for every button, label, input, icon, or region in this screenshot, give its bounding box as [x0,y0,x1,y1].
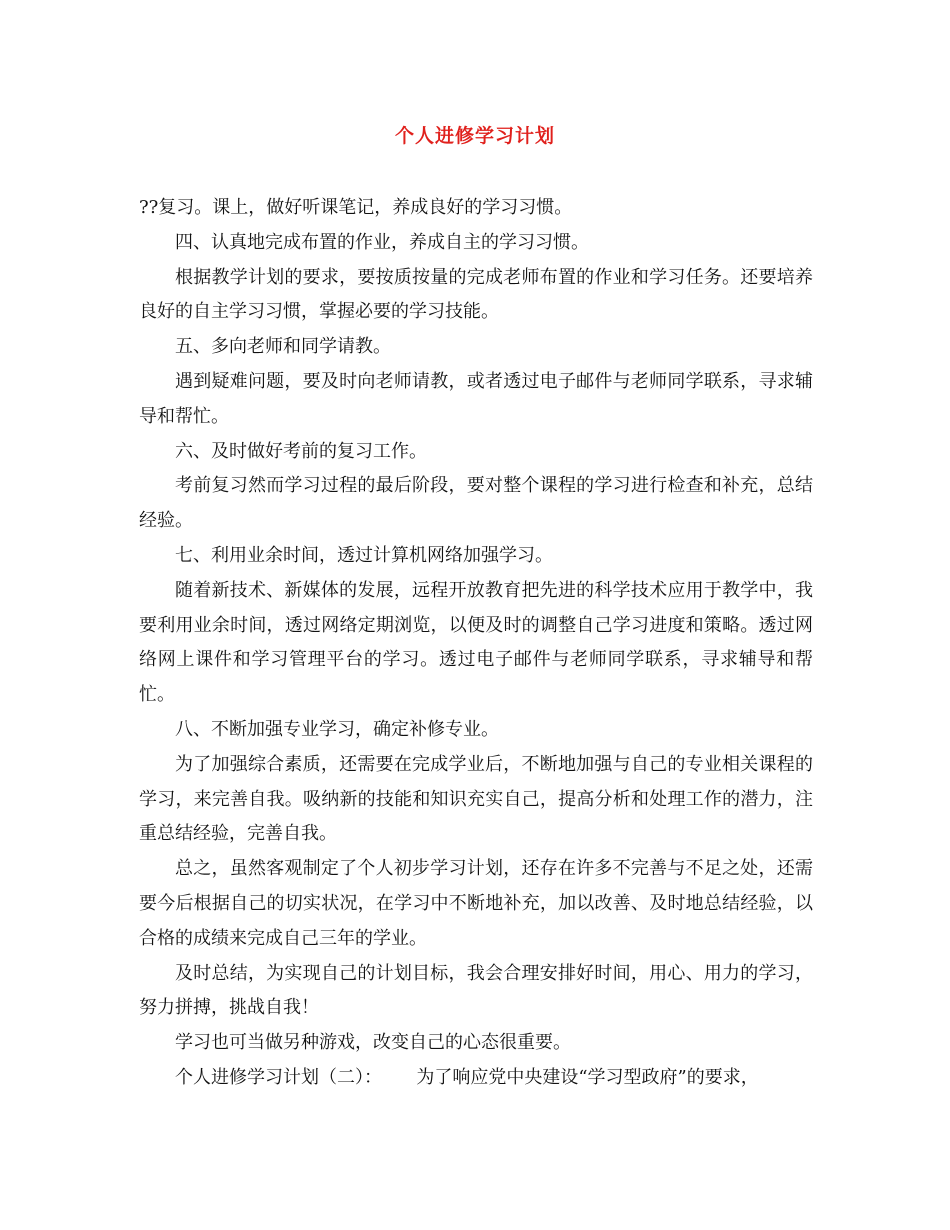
paragraph: 为了加强综合素质，还需要在完成学业后，不断地加强与自己的专业相关课程的学习，来完善自我。吸纳新的技能和知识充实自己，提高分析和处理工作的潜力，注重总结经验，完善自我。 [139,753,813,845]
paragraph: 五、多向老师和同学请教。 [175,336,391,358]
paragraph: 七、利用业余时间，透过计算机网络加强学习。 [175,544,553,566]
document-body [139,191,813,1096]
paragraph: 四、认真地完成布置的作业，养成自主的学习习惯。 [175,231,589,253]
paragraph: ??复习。课上，做好听课笔记，养成良好的学习习惯。 [139,197,573,218]
paragraph: 学习也可当做另种游戏，改变自己的心态很重要。 [175,1032,571,1054]
paragraph: 总之，虽然客观制定了个人初步学习计划，还存在许多不完善与不足之处，还需要今后根据自己的切实状况，在学习中不断地补充，加以改善、及时地总结经验，以合格的成绩来完成自己三年的学业。 [139,858,813,949]
document-title: 个人进修学习计划 [394,125,555,147]
paragraph: 随着新技术、新媒体的发展，远程开放教育把先进的科学技术应用于教学中，我要利用业余时间，透过网络定期浏览，以便及时的调整自己学习进度和策略。透过网络网上课件和学习管理平台的学习。透过电子邮件与老师同学联系，寻求辅导和帮忙。 [139,579,813,706]
paragraph: 个人进修学习计划（二）： 为了响应党中央建设“学习型政府”的要求， [175,1066,759,1088]
paragraph: 八、不断加强专业学习，确定补修专业。 [175,718,499,740]
paragraph: 六、及时做好考前的复习工作。 [175,440,427,462]
paragraph: 考前复习然而学习过程的最后阶段，要对整个课程的学习进行检查和补充，总结经验。 [139,475,813,532]
paragraph: 遇到疑难问题，要及时向老师请教，或者透过电子邮件与老师同学联系，寻求辅导和帮忙。 [139,370,813,427]
paragraph: 根据教学计划的要求，要按质按量的完成老师布置的作业和学习任务。还要培养良好的自主学习习惯，掌握必要的学习技能。 [139,266,813,323]
paragraph: 及时总结，为实现自己的计划目标，我会合理安排好时间，用心、用力的学习，努力拼搏，挑战自我！ [139,962,813,1019]
